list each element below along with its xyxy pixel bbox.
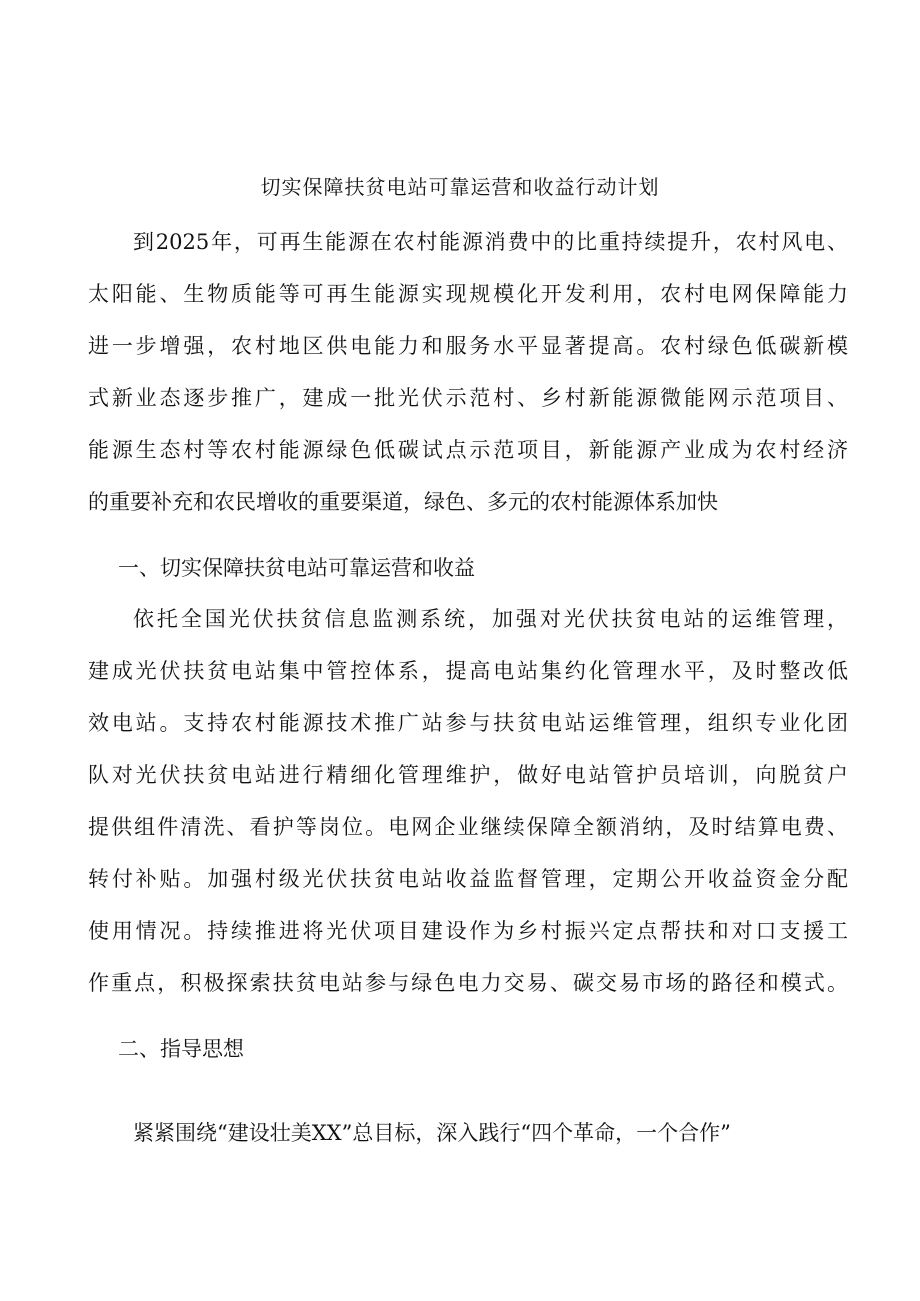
- paragraph-line: 太阳能、生物质能等可再生能源实现规模化开发利用，农村电网保障能力: [88, 282, 848, 306]
- paragraph-line: 的重要补充和农民增收的重要渠道，绿色、多元的农村能源体系加快: [88, 490, 718, 514]
- paragraph-line: 能源生态村等农村能源绿色低碳试点示范项目，新能源产业成为农村经济: [88, 438, 848, 462]
- paragraph-line: 进一步增强，农村地区供电能力和服务水平显著提高。农村绿色低碳新模: [88, 334, 848, 358]
- section-heading: 二、指导思想: [118, 1037, 244, 1061]
- paragraph-line: 转付补贴。加强村级光伏扶贫电站收益监督管理，定期公开收益资金分配: [88, 867, 848, 891]
- paragraph-line: 作重点，积极探索扶贫电站参与绿色电力交易、碳交易市场的路径和模式。: [88, 971, 848, 995]
- section-heading: 一、切实保障扶贫电站可靠运营和收益: [118, 556, 475, 580]
- paragraph-line: 依托全国光伏扶贫信息监测系统，加强对光伏扶贫电站的运维管理，: [133, 607, 848, 631]
- paragraph-line: 建成光伏扶贫电站集中管控体系，提高电站集约化管理水平，及时整改低: [88, 659, 848, 683]
- page-title: 切实保障扶贫电站可靠运营和收益行动计划: [260, 175, 660, 199]
- paragraph-line: 到2025年，可再生能源在农村能源消费中的比重持续提升，农村风电、: [133, 230, 848, 254]
- paragraph-line: 使用情况。持续推进将光伏项目建设作为乡村振兴定点帮扶和对口支援工: [88, 919, 848, 943]
- paragraph-line: 队对光伏扶贫电站进行精细化管理维护，做好电站管护员培训，向脱贫户: [88, 763, 848, 787]
- paragraph-line: 效电站。支持农村能源技术推广站参与扶贫电站运维管理，组织专业化团: [88, 711, 848, 735]
- paragraph-line: 式新业态逐步推广，建成一批光伏示范村、乡村新能源微能网示范项目、: [88, 386, 848, 410]
- paragraph-line: 紧紧围绕“建设壮美XX”总目标，深入践行“四个革命，一个合作”: [133, 1121, 731, 1145]
- paragraph-line: 提供组件清洗、看护等岗位。电网企业继续保障全额消纳，及时结算电费、: [88, 815, 848, 839]
